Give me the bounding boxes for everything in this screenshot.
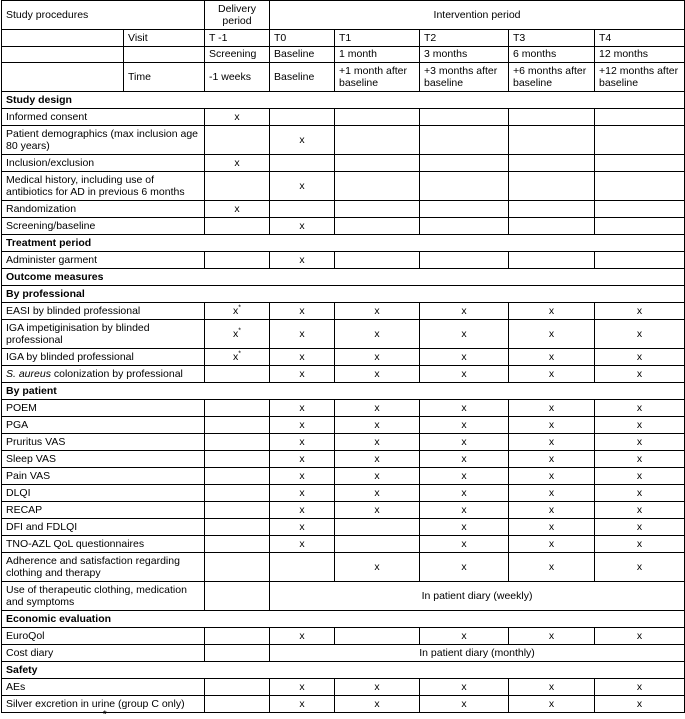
- mark-cell: x: [595, 468, 685, 485]
- mark-cell: x: [335, 679, 420, 696]
- mark-cell: x: [595, 349, 685, 366]
- mark-cell: x: [420, 400, 509, 417]
- mark-cell: x: [595, 303, 685, 320]
- mark-cell: x: [420, 451, 509, 468]
- header-intervention-period: Intervention period: [270, 1, 685, 30]
- mark-cell: [595, 218, 685, 235]
- mark-cell: [205, 645, 270, 662]
- mark-cell: x*: [205, 320, 270, 349]
- header-time-t3: +6 months after baseline: [509, 63, 595, 92]
- mark-cell: x: [420, 519, 509, 536]
- mark-cell: x: [205, 201, 270, 218]
- mark-cell: x: [420, 303, 509, 320]
- table-row: [2, 434, 685, 451]
- table-row: [2, 155, 685, 172]
- mark-cell: x: [335, 303, 420, 320]
- mark-cell: x: [335, 485, 420, 502]
- mark-cell: x: [335, 553, 420, 582]
- header-row-name: [2, 47, 685, 63]
- mark-cell: x: [270, 485, 335, 502]
- mark-cell: [205, 451, 270, 468]
- mark-cell: x: [595, 451, 685, 468]
- header-delivery-period: Delivery period: [205, 1, 270, 30]
- table-row: [2, 645, 685, 662]
- header-name-6months: 6 months: [509, 47, 595, 63]
- mark-cell: x: [205, 109, 270, 126]
- mark-cell: x: [595, 400, 685, 417]
- mark-cell: [205, 417, 270, 434]
- row-label: Randomization: [2, 201, 205, 218]
- mark-cell: x: [270, 252, 335, 269]
- row-label: TNO-AZL QoL questionnaires: [2, 536, 205, 553]
- header-visit-t-1: T -1: [205, 30, 270, 47]
- section-row: [2, 286, 685, 303]
- section-header: Outcome measures: [2, 269, 685, 286]
- row-label: S. aureus colonization by professional: [2, 366, 205, 383]
- section-row: [2, 269, 685, 286]
- table-row: [2, 536, 685, 553]
- header-time-t1: +1 month after baseline: [335, 63, 420, 92]
- mark-cell: x: [335, 468, 420, 485]
- table-row: [2, 172, 685, 201]
- header-blank-cell: [2, 63, 124, 92]
- mark-cell: x: [509, 553, 595, 582]
- mark-cell: [335, 126, 420, 155]
- header-row-period: [2, 1, 685, 30]
- header-name-1month: 1 month: [335, 47, 420, 63]
- mark-cell: x: [420, 434, 509, 451]
- mark-cell: x: [509, 679, 595, 696]
- mark-cell: x: [595, 434, 685, 451]
- header-blank-cell: [2, 30, 124, 47]
- mark-cell: x: [270, 320, 335, 349]
- mark-cell: x: [420, 553, 509, 582]
- mark-cell: [420, 218, 509, 235]
- table-row: [2, 553, 685, 582]
- table-row: [2, 126, 685, 155]
- mark-cell: x: [420, 417, 509, 434]
- table-row: [2, 485, 685, 502]
- mark-cell: [595, 126, 685, 155]
- mark-cell: x: [595, 485, 685, 502]
- header-time-t2: +3 months after baseline: [420, 63, 509, 92]
- mark-cell: x: [509, 451, 595, 468]
- mark-cell: x: [270, 400, 335, 417]
- row-label: Screening/baseline: [2, 218, 205, 235]
- header-row-visit: [2, 30, 685, 47]
- mark-cell: x: [270, 536, 335, 553]
- mark-cell: x: [509, 349, 595, 366]
- header-time-t0: Baseline: [270, 63, 335, 92]
- mark-cell: [205, 628, 270, 645]
- section-row: [2, 92, 685, 109]
- mark-cell: x: [420, 349, 509, 366]
- mark-cell: x: [595, 628, 685, 645]
- mark-cell: [595, 155, 685, 172]
- mark-cell: x: [509, 536, 595, 553]
- table-row: [2, 468, 685, 485]
- mark-cell: x: [335, 366, 420, 383]
- mark-cell: [335, 628, 420, 645]
- mark-cell: x: [270, 434, 335, 451]
- mark-cell: x: [270, 349, 335, 366]
- row-label: Informed consent: [2, 109, 205, 126]
- mark-cell: x: [270, 417, 335, 434]
- diary-span-cell: In patient diary (weekly): [270, 582, 685, 611]
- mark-cell: [595, 172, 685, 201]
- section-header: By professional: [2, 286, 685, 303]
- mark-cell: [335, 201, 420, 218]
- mark-cell: x: [420, 485, 509, 502]
- mark-cell: x: [595, 536, 685, 553]
- mark-cell: [270, 109, 335, 126]
- mark-cell: [205, 366, 270, 383]
- header-visit-label: Visit: [124, 30, 205, 47]
- mark-cell: x: [420, 696, 509, 713]
- mark-cell: [205, 582, 270, 611]
- row-label: Silver excretion in urine (group C only): [2, 696, 205, 713]
- mark-cell: x: [270, 679, 335, 696]
- mark-cell: x: [595, 320, 685, 349]
- table-row: [2, 109, 685, 126]
- footnote-marker: *: [103, 709, 107, 719]
- table-row: [2, 218, 685, 235]
- mark-cell: [205, 252, 270, 269]
- table-row: [2, 451, 685, 468]
- mark-cell: [205, 218, 270, 235]
- section-header: Safety: [2, 662, 685, 679]
- table-row: [2, 502, 685, 519]
- section-header: Study design: [2, 92, 685, 109]
- mark-cell: x: [335, 434, 420, 451]
- mark-cell: x: [509, 417, 595, 434]
- table-row: [2, 628, 685, 645]
- mark-cell: [509, 126, 595, 155]
- section-row: [2, 662, 685, 679]
- mark-cell: [420, 252, 509, 269]
- row-label: Medical history, including use of antibiotics for AD in previous 6 months: [2, 172, 205, 201]
- mark-cell: x: [595, 696, 685, 713]
- mark-cell: x: [335, 320, 420, 349]
- section-row: [2, 383, 685, 400]
- header-name-12months: 12 months: [595, 47, 685, 63]
- mark-cell: x: [595, 366, 685, 383]
- mark-cell: [270, 155, 335, 172]
- mark-cell: x: [420, 628, 509, 645]
- mark-cell: x: [335, 417, 420, 434]
- mark-cell: x: [509, 468, 595, 485]
- mark-cell: x: [595, 553, 685, 582]
- mark-cell: [335, 109, 420, 126]
- mark-cell: [205, 126, 270, 155]
- mark-cell: x: [270, 696, 335, 713]
- header-time-t-1: -1 weeks: [205, 63, 270, 92]
- row-label: PGA: [2, 417, 205, 434]
- mark-cell: [205, 696, 270, 713]
- mark-cell: [420, 109, 509, 126]
- mark-cell: [420, 126, 509, 155]
- mark-cell: [420, 172, 509, 201]
- study-schedule-table: [1, 0, 685, 713]
- mark-cell: x: [270, 628, 335, 645]
- mark-cell: x: [509, 485, 595, 502]
- mark-cell: [335, 536, 420, 553]
- mark-cell: x: [509, 303, 595, 320]
- section-header: Economic evaluation: [2, 611, 685, 628]
- header-visit-t3: T3: [509, 30, 595, 47]
- mark-cell: x: [270, 451, 335, 468]
- mark-cell: x: [595, 417, 685, 434]
- mark-cell: x: [270, 468, 335, 485]
- mark-cell: x: [335, 349, 420, 366]
- header-time-t4: +12 months after baseline: [595, 63, 685, 92]
- header-visit-t2: T2: [420, 30, 509, 47]
- mark-cell: [205, 679, 270, 696]
- mark-cell: [420, 201, 509, 218]
- table-row: [2, 303, 685, 320]
- mark-cell: x: [420, 502, 509, 519]
- header-study-procedures: Study procedures: [2, 1, 205, 30]
- mark-cell: [509, 155, 595, 172]
- mark-cell: [205, 400, 270, 417]
- table-row: [2, 582, 685, 611]
- mark-cell: [509, 172, 595, 201]
- section-row: [2, 611, 685, 628]
- mark-cell: x: [335, 400, 420, 417]
- mark-cell: x: [420, 468, 509, 485]
- mark-cell: x: [595, 679, 685, 696]
- mark-cell: x: [420, 679, 509, 696]
- mark-cell: x: [270, 519, 335, 536]
- table-row: [2, 400, 685, 417]
- mark-cell: x: [270, 502, 335, 519]
- row-label: POEM: [2, 400, 205, 417]
- mark-cell: x: [509, 320, 595, 349]
- row-label: RECAP: [2, 502, 205, 519]
- mark-cell: x: [270, 218, 335, 235]
- mark-cell: x: [420, 320, 509, 349]
- row-label: Adherence and satisfaction regarding clothing and therapy: [2, 553, 205, 582]
- table-row: [2, 252, 685, 269]
- mark-cell: x: [509, 400, 595, 417]
- row-label: Sleep VAS: [2, 451, 205, 468]
- header-visit-t1: T1: [335, 30, 420, 47]
- header-visit-t4: T4: [595, 30, 685, 47]
- mark-cell: x: [270, 172, 335, 201]
- row-label: EuroQol: [2, 628, 205, 645]
- table-row: [2, 679, 685, 696]
- mark-cell: [205, 434, 270, 451]
- mark-cell: [335, 519, 420, 536]
- mark-cell: x: [270, 126, 335, 155]
- mark-cell: [205, 502, 270, 519]
- mark-cell: [270, 201, 335, 218]
- mark-cell: x: [335, 696, 420, 713]
- header-blank-cell: [2, 47, 124, 63]
- header-name-screening: Screening: [205, 47, 270, 63]
- row-label: Use of therapeutic clothing, medication and symptoms: [2, 582, 205, 611]
- row-label: Cost diary: [2, 645, 205, 662]
- table-row: [2, 366, 685, 383]
- table-row: [2, 417, 685, 434]
- mark-cell: x: [509, 366, 595, 383]
- mark-cell: x: [335, 451, 420, 468]
- row-label: Inclusion/exclusion: [2, 155, 205, 172]
- header-visit-t0: T0: [270, 30, 335, 47]
- mark-cell: [205, 553, 270, 582]
- mark-cell: x: [270, 366, 335, 383]
- row-label: EASI by blinded professional: [2, 303, 205, 320]
- table-row: [2, 349, 685, 366]
- row-label: DFI and FDLQI: [2, 519, 205, 536]
- mark-cell: x: [509, 628, 595, 645]
- table-row: [2, 519, 685, 536]
- mark-cell: [205, 172, 270, 201]
- row-label: IGA impetiginisation by blinded professional: [2, 320, 205, 349]
- mark-cell: x: [420, 536, 509, 553]
- header-name-3months: 3 months: [420, 47, 509, 63]
- mark-cell: x*: [205, 349, 270, 366]
- section-header: By patient: [2, 383, 685, 400]
- table-row: [2, 320, 685, 349]
- header-row-time: [2, 63, 685, 92]
- mark-cell: x: [509, 696, 595, 713]
- mark-cell: x*: [205, 303, 270, 320]
- row-label: Administer garment: [2, 252, 205, 269]
- mark-cell: [205, 519, 270, 536]
- row-label: Pain VAS: [2, 468, 205, 485]
- mark-cell: [595, 109, 685, 126]
- row-label: AEs: [2, 679, 205, 696]
- mark-cell: x: [509, 519, 595, 536]
- mark-cell: [595, 252, 685, 269]
- mark-cell: [335, 218, 420, 235]
- row-label: IGA by blinded professional: [2, 349, 205, 366]
- mark-cell: x: [205, 155, 270, 172]
- row-label: DLQI: [2, 485, 205, 502]
- mark-cell: [509, 252, 595, 269]
- mark-cell: [205, 536, 270, 553]
- mark-cell: x: [420, 366, 509, 383]
- mark-cell: [509, 218, 595, 235]
- mark-cell: [509, 109, 595, 126]
- mark-cell: [270, 553, 335, 582]
- row-label: Patient demographics (max inclusion age 80 years): [2, 126, 205, 155]
- mark-cell: x: [270, 303, 335, 320]
- mark-cell: x: [509, 502, 595, 519]
- mark-cell: [335, 172, 420, 201]
- header-blank-cell: [124, 47, 205, 63]
- mark-cell: [205, 485, 270, 502]
- section-row: [2, 235, 685, 252]
- header-time-label: Time: [124, 63, 205, 92]
- table-body: [2, 92, 685, 713]
- mark-cell: x: [509, 434, 595, 451]
- mark-cell: [420, 155, 509, 172]
- mark-cell: [335, 155, 420, 172]
- row-label: Pruritus VAS: [2, 434, 205, 451]
- diary-span-cell: In patient diary (monthly): [270, 645, 685, 662]
- mark-cell: x: [335, 502, 420, 519]
- header-name-baseline: Baseline: [270, 47, 335, 63]
- mark-cell: x: [595, 519, 685, 536]
- section-header: Treatment period: [2, 235, 685, 252]
- mark-cell: [205, 468, 270, 485]
- table-row: [2, 201, 685, 218]
- mark-cell: x: [595, 502, 685, 519]
- mark-cell: [595, 201, 685, 218]
- mark-cell: [509, 201, 595, 218]
- mark-cell: [335, 252, 420, 269]
